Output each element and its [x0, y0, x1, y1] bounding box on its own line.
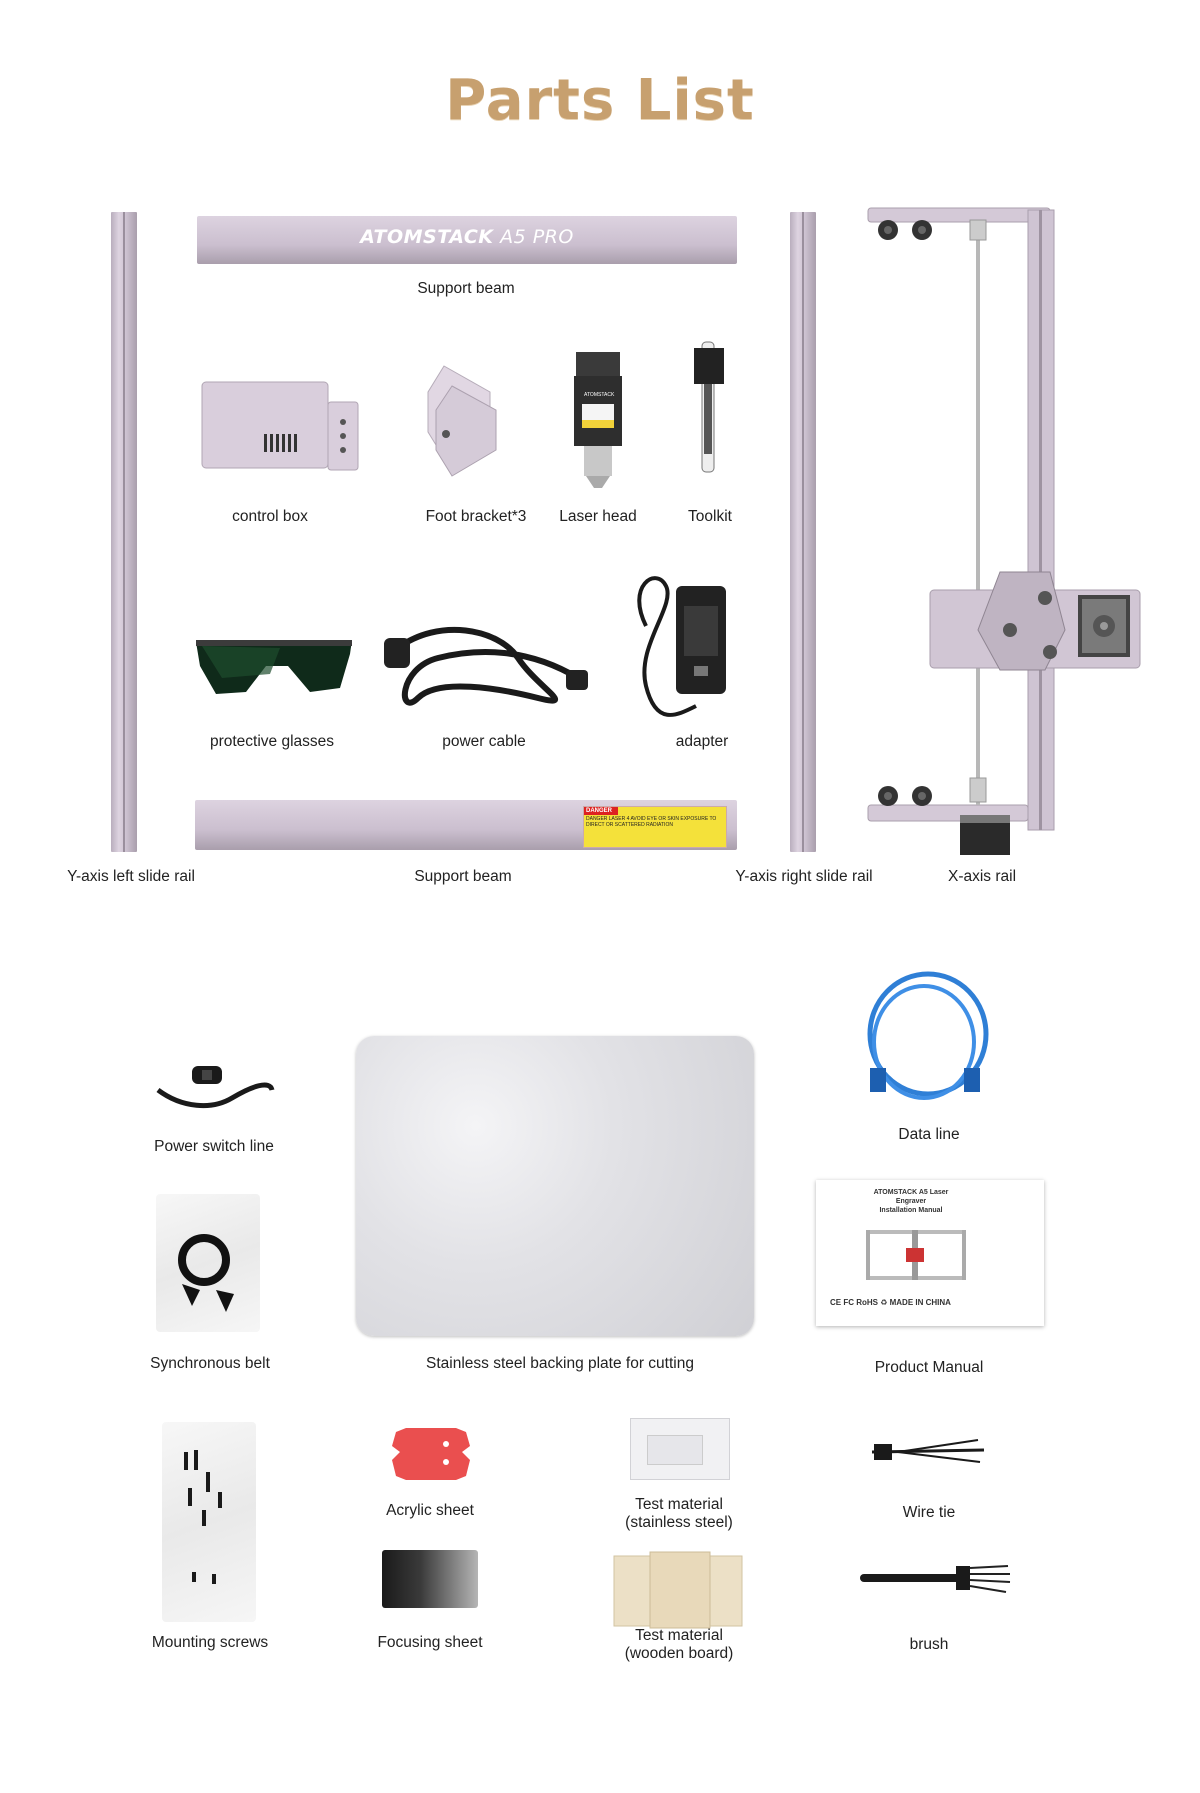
x-axis-rail-label: X-axis rail — [947, 868, 1017, 885]
wire-tie-image — [868, 1436, 990, 1466]
control-box-image — [196, 378, 366, 480]
data-line-image — [856, 964, 998, 1106]
test-steel-label-1: Test material — [635, 1496, 723, 1513]
test-steel-label-2: (stainless steel) — [625, 1514, 733, 1531]
power-switch-line-label: Power switch line — [154, 1138, 274, 1155]
manual-title-3: Installation Manual — [879, 1207, 943, 1214]
foot-bracket-label: Foot bracket*3 — [425, 508, 527, 525]
y-axis-right-label: Y-axis right slide rail — [735, 868, 873, 885]
y-axis-right-rail-image — [790, 212, 816, 852]
product-manual-label: Product Manual — [874, 1359, 984, 1376]
x-axis-rail-image — [860, 200, 1160, 860]
product-manual-image — [816, 1180, 1044, 1326]
focusing-sheet-label: Focusing sheet — [377, 1634, 483, 1651]
laser-head-image — [568, 348, 628, 490]
support-beam-top-image — [197, 216, 737, 264]
test-wood-image — [610, 1550, 746, 1630]
support-beam-bottom-label: Support beam — [414, 868, 512, 885]
wire-tie-label: Wire tie — [902, 1504, 956, 1521]
power-cable-label: power cable — [442, 733, 526, 750]
backing-plate-image — [356, 1036, 754, 1336]
test-wood-label-2: (wooden board) — [624, 1645, 734, 1662]
mounting-screws-image — [162, 1422, 256, 1622]
synchronous-belt-image — [156, 1194, 260, 1332]
laser-head-brand: ATOMSTACK — [584, 392, 615, 398]
mounting-screws-label: Mounting screws — [151, 1634, 269, 1651]
warning-label: DANGER DANGER LASER 4 AVOID EYE OR SKIN EXPOSURE TO DIRECT OR SCATTERED RADIATION — [583, 806, 727, 848]
y-axis-left-rail-image — [111, 212, 137, 852]
protective-glasses-image — [192, 636, 356, 698]
test-wood-label — [579, 1627, 779, 1663]
acrylic-sheet-image — [386, 1426, 476, 1482]
toolkit-image — [690, 338, 730, 478]
data-line-label: Data line — [898, 1126, 960, 1143]
foot-bracket-image — [424, 362, 514, 482]
power-switch-line-image — [152, 1060, 278, 1112]
test-wood-label-1: Test material — [635, 1627, 723, 1644]
support-beam-top-label: Support beam — [417, 280, 515, 297]
manual-title-2: Engraver — [895, 1198, 927, 1205]
adapter-image — [616, 566, 732, 718]
test-steel-image — [630, 1418, 730, 1480]
power-cable-image — [378, 618, 596, 714]
support-beam-bottom-image — [195, 800, 737, 850]
manual-title-1: ATOMSTACK A5 Laser — [873, 1189, 949, 1196]
protective-glasses-label: protective glasses — [209, 733, 335, 750]
page-title: Parts List — [445, 68, 755, 133]
synchronous-belt-label: Synchronous belt — [150, 1355, 270, 1372]
focusing-sheet-image — [382, 1550, 478, 1608]
backing-plate-label: Stainless steel backing plate for cutting — [426, 1355, 694, 1372]
acrylic-sheet-label: Acrylic sheet — [386, 1502, 474, 1519]
test-steel-label — [579, 1496, 779, 1532]
brush-label: brush — [909, 1636, 949, 1653]
manual-footer: CE FC RoHS ♻ MADE IN CHINA — [830, 1298, 951, 1307]
control-box-label: control box — [232, 508, 308, 525]
brush-image — [856, 1562, 1016, 1596]
y-axis-left-label: Y-axis left slide rail — [67, 868, 195, 885]
toolkit-label: Toolkit — [688, 508, 732, 525]
laser-head-label: Laser head — [559, 508, 637, 525]
brand-logo: ATOMSTACK A5 PRO — [360, 226, 574, 248]
adapter-label: adapter — [675, 733, 729, 750]
